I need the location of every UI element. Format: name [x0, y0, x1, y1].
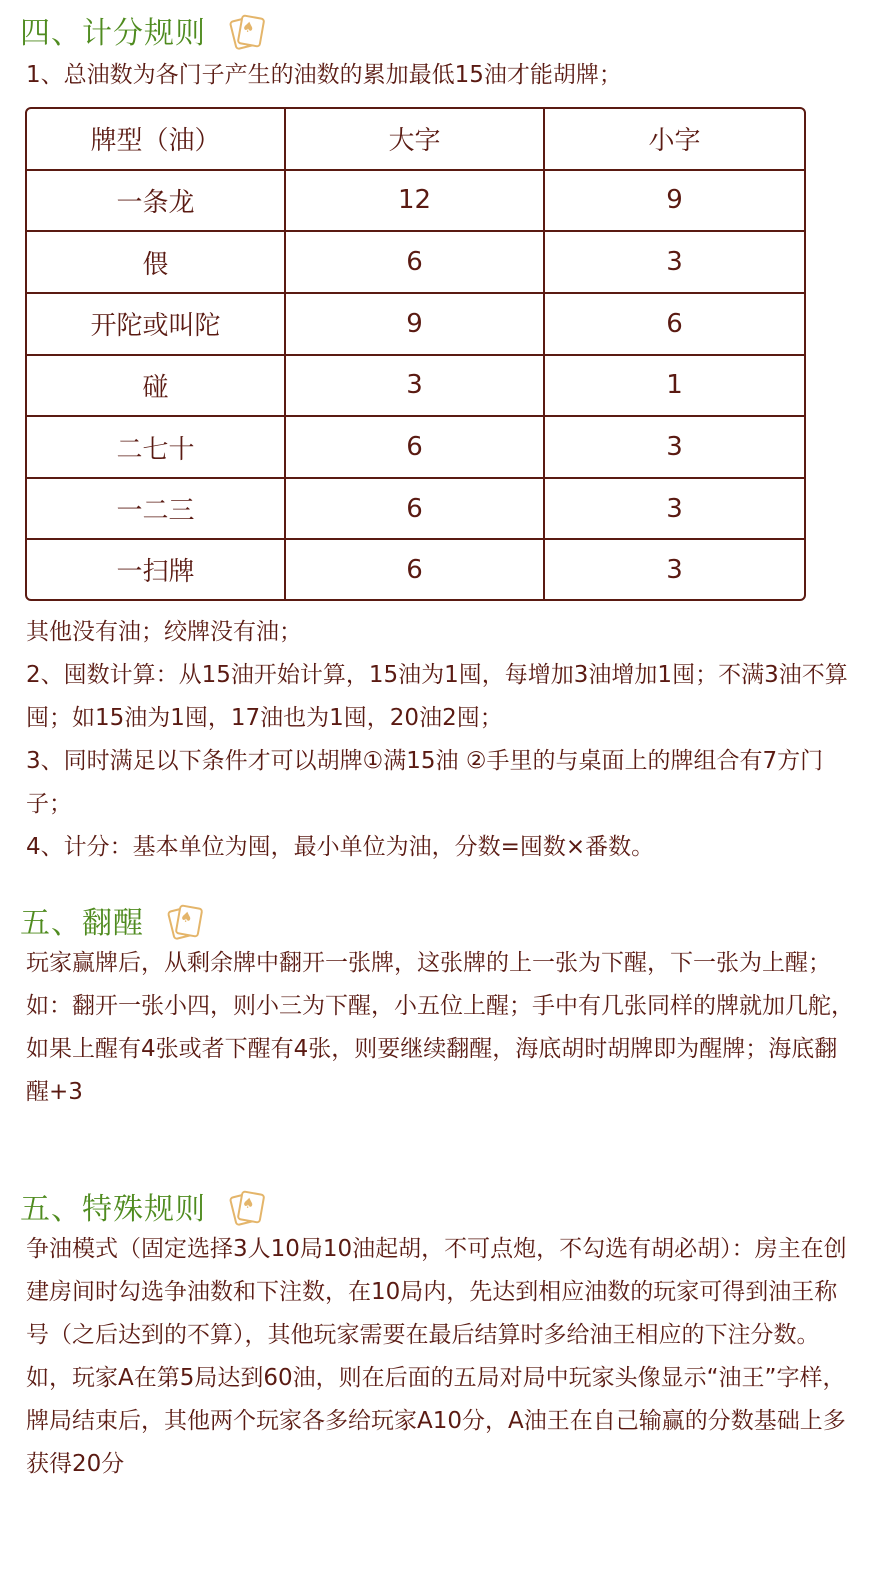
score-table [25, 107, 806, 601]
table-row [27, 417, 804, 479]
paragraph: 其他没有油；绞牌没有油； [26, 619, 302, 645]
table-row [27, 540, 804, 599]
paragraph: 4、计分：基本单位为囤，最小单位为油，分数=囤数×番数。 [26, 834, 655, 860]
table-cell: 6 [286, 232, 545, 294]
fanxing-body [26, 942, 854, 1114]
table-cell: 9 [286, 294, 545, 356]
table-header: 大字 [286, 109, 545, 171]
scoring-intro: 1、总油数为各门子产生的油数的累加最低15油才能胡牌； [26, 62, 622, 88]
table-cell: 一扫牌 [27, 540, 286, 599]
table-header: 牌型（油） [27, 109, 286, 171]
table-cell: 3 [545, 417, 804, 479]
table-row [27, 479, 804, 541]
table-row [27, 171, 804, 233]
table-cell: 3 [666, 554, 683, 585]
table-row [27, 294, 804, 356]
table-row [27, 356, 804, 418]
table-header-row [27, 109, 804, 171]
table-cell: 开陀或叫陀 [27, 294, 286, 356]
table-cell: 一条龙 [27, 171, 286, 233]
table-header: 小字 [545, 109, 804, 171]
paragraph: 如，玩家A在第5局达到60油，则在后面的五局对局中玩家头像显示“油王”字样，牌局结束后，其他两个玩家各多给玩家A10分，A油王在自己输赢的分数基础上多获得20分 [26, 1365, 846, 1477]
paragraph: 3、同时满足以下条件才可以胡牌①满15油 ②手里的与桌面上的牌组合有7方门子； [26, 748, 824, 817]
table-cell: 6 [286, 417, 545, 479]
table-cell: 9 [545, 171, 804, 233]
table-cell: 1 [545, 356, 804, 418]
table-cell: 3 [545, 479, 804, 541]
table-cell: 6 [286, 479, 545, 541]
table-cell: 3 [286, 356, 545, 418]
playing-cards-icon: ♠ [230, 14, 260, 46]
scoring-body [26, 611, 854, 869]
section-title-scoring: 四、计分规则 ♠ [20, 8, 260, 52]
table-cell: 6 [545, 294, 804, 356]
table-cell: 偎 [27, 232, 286, 294]
paragraph: 争油模式（固定选择3人10局10油起胡，不可点炮，不勾选有胡必胡）：房主在创建房间时勾选争油数和下注数，在10局内，先达到相应油数的玩家可得到油王称号（之后达到的不算），其他玩家需要在最后结算时多给油王相应的下注分数。 [26, 1236, 847, 1348]
paragraph: 如：翻开一张小四，则小三为下醒，小五位上醒；手中有几张同样的牌就加几舵，如果上醒有4张或者下醒有4张，则要继续翻醒，海底胡时胡牌即为醒牌；海底翻醒+3 [26, 993, 854, 1105]
table-cell: 一二三 [27, 479, 286, 541]
paragraph: 玩家赢牌后，从剩余牌中翻开一张牌，这张牌的上一张为下醒，下一张为上醒； [26, 950, 831, 976]
special-body [26, 1228, 854, 1486]
table-cell: 二七十 [27, 417, 286, 479]
table-cell: 12 [286, 171, 545, 233]
table-cell: 碰 [27, 356, 286, 418]
playing-cards-icon: ♠ [230, 1190, 260, 1222]
section-title-fanxing: 五、翻醒 ♠ [20, 898, 198, 942]
table-cell: 6 [286, 540, 545, 599]
section-title-special: 五、特殊规则 ♠ [20, 1184, 260, 1228]
playing-cards-icon: ♠ [168, 904, 198, 936]
paragraph: 2、囤数计算：从15油开始计算，15油为1囤，每增加3油增加1囤；不满3油不算囤；如15油为1囤，17油也为1囤，20油2囤； [26, 662, 848, 731]
table-row [27, 232, 804, 294]
table-cell: 3 [545, 232, 804, 294]
